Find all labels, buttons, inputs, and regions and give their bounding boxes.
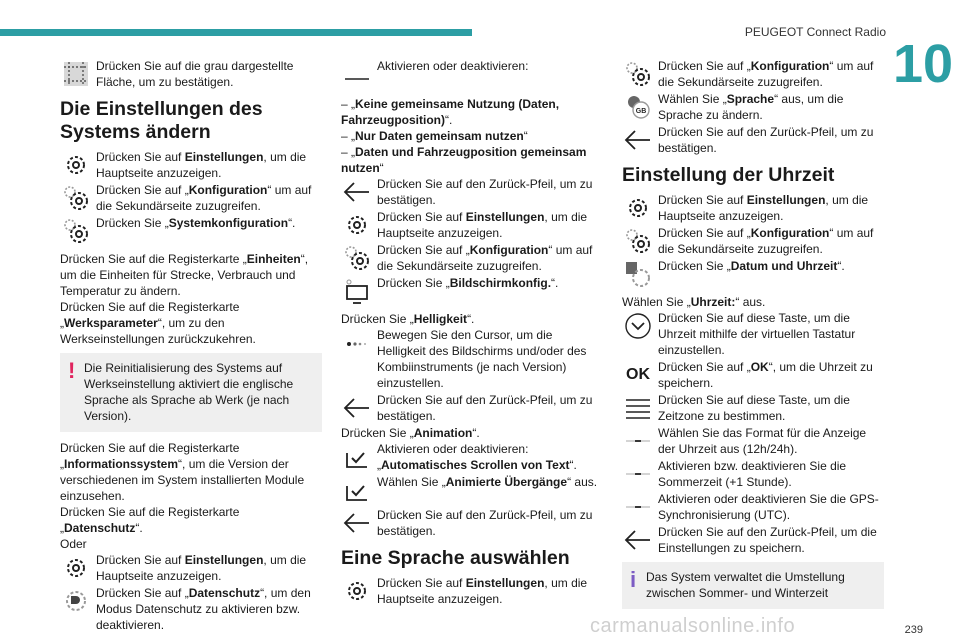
step-text: Bewegen Sie den Cursor, um die Helligkeit des Bildschirms und/oder des Kombiinstruments (je nach Version) einzustellen. bbox=[377, 328, 587, 390]
list-item: – „Nur Daten gemeinsam nutzen“ bbox=[341, 129, 528, 143]
step-text: Drücken Sie auf die grau dargestellte Fläche, um zu bestätigen. bbox=[96, 59, 294, 89]
step-row bbox=[341, 392, 603, 424]
step-row bbox=[622, 491, 884, 523]
gear-icon bbox=[622, 192, 654, 224]
paragraph: Drücken Sie auf die Registerkarte „Informationssystem“, um die Version der verschiedenen im System installierten Module einzusehen. bbox=[60, 441, 305, 503]
step-row bbox=[622, 425, 884, 457]
step-row bbox=[622, 91, 884, 123]
screen-brightness-icon bbox=[341, 275, 373, 307]
paragraph: Drücken Sie „Animation“. bbox=[341, 426, 480, 440]
step-text: Drücken Sie auf diese Taste, um die Uhrzeit mithilfe der virtuellen Tastatur einzustellen. bbox=[658, 311, 856, 357]
step-text: Drücken Sie „Bildschirmkonfig.“. bbox=[377, 276, 559, 290]
gear-double-icon bbox=[60, 182, 92, 214]
gear-double-icon bbox=[341, 242, 373, 274]
step-row bbox=[60, 215, 322, 247]
step-text: Drücken Sie auf Einstellungen, um die Hauptseite anzuzeigen. bbox=[96, 553, 307, 583]
step-row bbox=[60, 585, 322, 633]
menu-lines-icon bbox=[622, 392, 654, 424]
step-row bbox=[60, 552, 322, 584]
gear-icon bbox=[341, 209, 373, 241]
touch-area-icon bbox=[60, 58, 92, 90]
step-row bbox=[341, 209, 603, 241]
step-text: Wählen Sie „Sprache“ aus, um die Sprache zu ändern. bbox=[658, 92, 844, 122]
step-row bbox=[622, 310, 884, 358]
calendar-icon bbox=[622, 258, 654, 290]
paragraph: Drücken Sie auf die Registerkarte „Werksparameter“, um zu den Werkseinstellungen zurückzukehren. bbox=[60, 300, 256, 346]
checkbox-icon bbox=[341, 474, 373, 506]
step-row bbox=[622, 58, 884, 90]
paragraph: Drücken Sie auf die Registerkarte „Einheiten“, um die Einheiten für Strecke, Verbrauch und Temperatur zu ändern. bbox=[60, 252, 309, 298]
step-row bbox=[622, 524, 884, 556]
watermark: carmanualsonline.info bbox=[590, 615, 796, 637]
svg-text:GB: GB bbox=[635, 108, 647, 115]
step-text: Drücken Sie auf „Konfiguration“ um auf die Sekundärseite zuzugreifen. bbox=[658, 59, 874, 89]
back-arrow-icon bbox=[622, 524, 654, 556]
warning-text: Die Reinitialisierung des Systems auf Werkseinstellung aktiviert die englische Sprache als Sprache ab Werk (je nach Version). bbox=[84, 361, 294, 423]
step-text: Drücken Sie auf Einstellungen, um die Hauptseite anzuzeigen. bbox=[96, 150, 307, 180]
ok-icon: OK bbox=[626, 366, 650, 383]
language-icon bbox=[622, 91, 654, 123]
step-text: Drücken Sie auf den Zurück-Pfeil, um zu bestätigen. bbox=[377, 393, 593, 423]
info-callout bbox=[622, 562, 884, 609]
step-row bbox=[622, 258, 884, 290]
step-text: Wählen Sie das Format für die Anzeige der Uhrzeit aus (12h/24h). bbox=[658, 426, 867, 456]
step-text: Drücken Sie auf den Zurück-Pfeil, um zu bestätigen. bbox=[377, 508, 593, 538]
section-heading: Die Einstellungen des Systems ändern bbox=[60, 98, 263, 143]
section-heading: Einstellung der Uhrzeit bbox=[622, 164, 835, 186]
step-text: Drücken Sie auf „Konfiguration“ um auf die Sekundärseite zuzugreifen. bbox=[96, 183, 312, 213]
step-row bbox=[341, 441, 603, 473]
toggle-icon bbox=[341, 58, 373, 90]
gear-double-icon bbox=[60, 215, 92, 247]
step-text: Aktivieren oder deaktivieren: „Automatisches Scrollen von Text“. bbox=[377, 442, 577, 472]
back-arrow-icon bbox=[622, 124, 654, 156]
page-number: 239 bbox=[904, 624, 923, 636]
section-heading: Eine Sprache auswählen bbox=[341, 547, 570, 569]
step-text: Drücken Sie auf „Konfiguration“ um auf die Sekundärseite zuzugreifen. bbox=[658, 226, 874, 256]
step-row bbox=[341, 507, 603, 539]
step-row bbox=[622, 192, 884, 224]
step-text: Aktivieren bzw. deaktivieren Sie die Sommerzeit (+1 Stunde). bbox=[658, 459, 847, 489]
step-text: Drücken Sie „Systemkonfiguration“. bbox=[96, 216, 296, 230]
column-1 bbox=[60, 58, 322, 634]
step-text: Aktivieren oder deaktivieren: bbox=[377, 59, 529, 73]
step-text: Drücken Sie auf „OK“, um die Uhrzeit zu speichern. bbox=[658, 360, 873, 390]
step-text: Drücken Sie auf Einstellungen, um die Hauptseite anzuzeigen. bbox=[658, 193, 869, 223]
paragraph: Oder bbox=[60, 537, 87, 551]
column-3 bbox=[622, 58, 884, 617]
step-text: Drücken Sie „Datum und Uhrzeit“. bbox=[658, 259, 845, 273]
gear-double-icon bbox=[622, 58, 654, 90]
chevron-down-icon bbox=[622, 310, 654, 342]
gear-double-icon bbox=[622, 225, 654, 257]
back-arrow-icon bbox=[341, 507, 373, 539]
step-row bbox=[60, 149, 322, 181]
header-title: PEUGEOT Connect Radio bbox=[744, 25, 886, 39]
step-row bbox=[60, 182, 322, 214]
step-text: Drücken Sie auf den Zurück-Pfeil, um zu bestätigen. bbox=[658, 125, 874, 155]
step-text: Drücken Sie auf den Zurück-Pfeil, um zu bestätigen. bbox=[377, 177, 593, 207]
step-row bbox=[622, 124, 884, 156]
step-row bbox=[622, 359, 884, 391]
slider-dots-icon bbox=[341, 327, 373, 359]
step-row bbox=[341, 327, 603, 391]
list-item: – „Keine gemeinsame Nutzung (Daten, Fahrzeugposition)“. bbox=[341, 97, 560, 127]
step-text: Drücken Sie auf Einstellungen, um die Hauptseite anzuzeigen. bbox=[377, 576, 588, 606]
back-arrow-icon bbox=[341, 392, 373, 424]
warning-icon: ! bbox=[68, 358, 76, 383]
checkbox-icon bbox=[341, 441, 373, 473]
step-text: Drücken Sie auf den Zurück-Pfeil, um die Einstellungen zu speichern. bbox=[658, 525, 877, 555]
privacy-gear-icon bbox=[60, 585, 92, 617]
step-row bbox=[341, 176, 603, 208]
step-text: Aktivieren oder deaktivieren Sie die GPS-Synchronisierung (UTC). bbox=[658, 492, 879, 522]
step-row bbox=[622, 458, 884, 490]
info-text: Das System verwaltet die Umstellung zwischen Sommer- und Winterzeit bbox=[646, 570, 845, 600]
back-arrow-icon bbox=[341, 176, 373, 208]
step-row bbox=[60, 58, 322, 90]
step-row bbox=[341, 242, 603, 274]
step-text: Drücken Sie auf diese Taste, um die Zeitzone zu bestimmen. bbox=[658, 393, 850, 423]
paragraph: Drücken Sie „Helligkeit“. bbox=[341, 312, 475, 326]
step-row bbox=[341, 474, 603, 506]
info-icon: i bbox=[630, 567, 637, 592]
gear-icon bbox=[60, 149, 92, 181]
step-row bbox=[622, 392, 884, 424]
toggle-line-icon bbox=[622, 425, 654, 457]
column-2 bbox=[341, 58, 603, 608]
step-text: Drücken Sie auf „Datenschutz“, um den Modus Datenschutz zu aktivieren bzw. deaktivieren. bbox=[96, 586, 311, 632]
warning-callout bbox=[60, 353, 322, 432]
toggle-line-icon bbox=[622, 491, 654, 523]
step-row bbox=[622, 225, 884, 257]
paragraph: Drücken Sie auf die Registerkarte „Datenschutz“. bbox=[60, 505, 240, 535]
gear-icon bbox=[341, 575, 373, 607]
list-item: – „Daten und Fahrzeugposition gemeinsam nutzen“ bbox=[341, 145, 587, 175]
gear-icon bbox=[60, 552, 92, 584]
paragraph: Wählen Sie „Uhrzeit:“ aus. bbox=[622, 295, 766, 309]
toggle-line-icon bbox=[622, 458, 654, 490]
step-text: Wählen Sie „Animierte Übergänge“ aus. bbox=[377, 475, 598, 489]
header-accent-bar bbox=[0, 29, 472, 36]
step-text: Drücken Sie auf „Konfiguration“ um auf die Sekundärseite zuzugreifen. bbox=[377, 243, 593, 273]
step-text: Drücken Sie auf Einstellungen, um die Hauptseite anzuzeigen. bbox=[377, 210, 588, 240]
chapter-number: 10 bbox=[893, 34, 954, 94]
step-row bbox=[341, 275, 603, 307]
step-row bbox=[341, 58, 603, 90]
step-row bbox=[341, 575, 603, 607]
